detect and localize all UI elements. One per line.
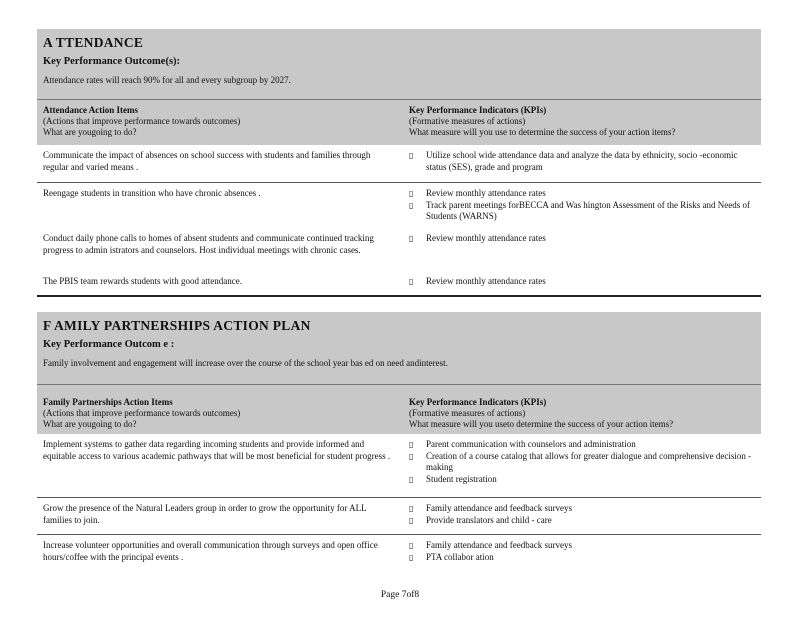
family-col1-title: Family Partnerships Action Items xyxy=(43,397,173,407)
table-row xyxy=(37,497,761,534)
kpi-item: Student registration xyxy=(426,473,497,484)
family-outcome: Family involvement and engagement will increase over the course of the school year bas ed on need andinterest. xyxy=(43,358,448,368)
kpi-item: Utilize school wide attendance data and analyze the data by ethnicity, socio -economic status (SES), grade and program xyxy=(426,150,738,172)
kpi-item: Track parent meetings forBECCA and Was hington Assessment of the Risks and Needs of Students (WARNS) xyxy=(426,199,750,221)
bullet-icon: ▯ xyxy=(409,440,414,449)
bullet-icon: ▯ xyxy=(409,552,414,562)
kpi-item: Review monthly attendance rates xyxy=(426,188,546,198)
table-row xyxy=(37,145,761,182)
action-item: Conduct daily phone calls to homes of absent students and communicate continued tracking progress to admin istrators and counselors. Host individual meetings with chronic cases. xyxy=(43,233,374,255)
action-item: Reengage students in transition who have chronic absences . xyxy=(43,188,261,198)
action-item: Grow the presence of the Natural Leaders group in order to grow the opportunity for ALL families to join. xyxy=(43,503,367,525)
attendance-col1-sub: (Actions that improve performance towards outcomes) xyxy=(43,116,241,126)
bullet-icon: ▯ xyxy=(409,451,414,461)
bullet-icon: ▯ xyxy=(409,474,414,484)
kpi-item: Review monthly attendance rates xyxy=(426,276,546,286)
action-item: Implement systems to gather data regarding incoming students and provide informed and equitable access to various academic pathways that will be most beneficial for student progress . xyxy=(43,439,391,461)
attendance-col2-title: Key Performance Indicators (KPIs) xyxy=(409,105,547,115)
family-section xyxy=(37,312,761,569)
kpi-item: Review monthly attendance rates xyxy=(426,233,546,243)
attendance-col2-sub: (Formative measures of actions) xyxy=(409,116,526,126)
section-divider xyxy=(37,295,761,297)
bullet-icon: ▯ xyxy=(409,151,414,160)
family-header xyxy=(37,312,761,384)
bullet-icon: ▯ xyxy=(409,200,414,210)
family-title: F AMILY PARTNERSHIPS ACTION PLAN xyxy=(43,318,311,333)
kpi-item: Family attendance and feedback surveys xyxy=(426,503,572,513)
action-item: The PBIS team rewards students with good attendance. xyxy=(43,276,242,286)
table-row xyxy=(37,534,761,569)
table-row xyxy=(37,228,761,275)
family-col1-question: What are yougoing to do? xyxy=(43,419,137,429)
attendance-outcome: Attendance rates will reach 90% for all and every subgroup by 2027. xyxy=(43,75,291,85)
kpi-item: Parent communication with counselors and administration xyxy=(426,439,636,449)
attendance-col2-question: What measure will you use to determine the success of your action items? xyxy=(409,127,676,137)
bullet-icon: ▯ xyxy=(409,541,414,550)
bullet-icon: ▯ xyxy=(409,515,414,525)
family-key-performance: Key Performance Outcom e : xyxy=(43,339,175,350)
kpi-item: PTA collabor ation xyxy=(426,551,494,562)
attendance-header xyxy=(37,29,761,99)
kpi-item: Provide translators and child - care xyxy=(426,514,552,525)
kpi-item: Family attendance and feedback surveys xyxy=(426,540,572,550)
attendance-col1-question: What are yougoing to do? xyxy=(43,127,137,137)
table-row xyxy=(37,182,761,228)
attendance-column-header xyxy=(37,99,761,145)
family-col2-sub: (Formative measures of actions) xyxy=(409,408,526,418)
attendance-key-performance: Key Performance Outcome(s): xyxy=(43,56,181,67)
attendance-col1-title: Attendance Action Items xyxy=(43,105,138,115)
bullet-icon: ▯ xyxy=(409,189,414,198)
table-row xyxy=(37,275,761,295)
action-item: Increase volunteer opportunities and overall communication through surveys and open office hours/coffee with the principal events . xyxy=(43,540,378,562)
family-col2-question: What measure will you useto determine the success of your action items? xyxy=(409,419,674,429)
attendance-title: A TTENDANCE xyxy=(43,35,144,50)
page-number: Page 7of8 xyxy=(380,590,420,600)
family-col2-title: Key Performance Indicators (KPIs) xyxy=(409,397,547,407)
action-item: Communicate the impact of absences on school success with students and families through regular and varied means . xyxy=(43,150,371,172)
kpi-item: Creation of a course catalog that allows for greater dialogue and comprehensive decision - making xyxy=(426,450,752,472)
table-row xyxy=(37,434,761,497)
bullet-icon: ▯ xyxy=(409,504,414,513)
family-col1-sub: (Actions that improve performance towards outcomes) xyxy=(43,408,241,418)
family-column-header xyxy=(37,384,761,434)
bullet-icon: ▯ xyxy=(409,234,414,243)
attendance-section xyxy=(37,29,761,297)
bullet-icon: ▯ xyxy=(409,277,414,286)
